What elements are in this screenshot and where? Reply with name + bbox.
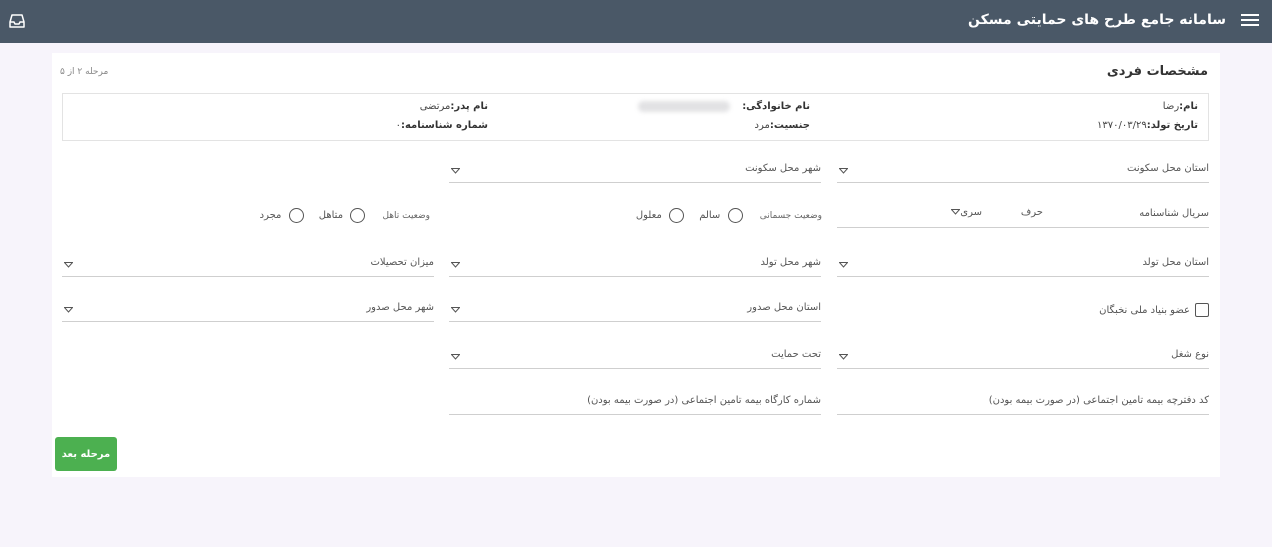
- birth-date-info: تاریخ تولد:۱۳۷۰/۰۳/۲۹: [1097, 120, 1198, 131]
- chevron-down-icon: [64, 307, 73, 313]
- issue-city-select[interactable]: شهر محل صدور: [62, 296, 434, 322]
- serial-series-select[interactable]: سری: [951, 207, 982, 218]
- next-step-button[interactable]: مرحله بعد: [55, 437, 117, 471]
- education-level-select[interactable]: میزان تحصیلات: [62, 251, 434, 277]
- redacted-last-name: [638, 101, 730, 112]
- id-number-info: شماره شناسنامه:۰: [395, 120, 488, 131]
- step-indicator: مرحله ۲ از ۵: [60, 67, 109, 77]
- personal-info-card: [52, 53, 1220, 477]
- chevron-down-icon: [839, 354, 848, 360]
- inbox-icon[interactable]: [8, 12, 26, 30]
- serial-letter-input[interactable]: حرف: [1020, 207, 1043, 218]
- chevron-down-icon: [451, 262, 460, 268]
- elite-member-checkbox[interactable]: عضو بنیاد ملی نخبگان: [1092, 303, 1209, 321]
- last-name-info: نام خانوادگی:: [742, 101, 810, 112]
- chevron-down-icon: [64, 262, 73, 268]
- radio-single[interactable]: [289, 208, 304, 223]
- chevron-down-icon: [451, 354, 460, 360]
- id-serial-field[interactable]: سریال شناسنامه حرف سری: [837, 198, 1209, 228]
- residence-province-select[interactable]: استان محل سکونت: [837, 157, 1209, 183]
- chevron-down-icon: [951, 209, 960, 215]
- chevron-down-icon: [839, 262, 848, 268]
- issue-province-select[interactable]: استان محل صدور: [449, 296, 821, 322]
- page-title: مشخصات فردی: [1106, 64, 1208, 79]
- radio-disabled[interactable]: [669, 208, 684, 223]
- workshop-number-input[interactable]: شماره کارگاه بیمه تامین اجتماعی (در صورت بیمه بودن): [449, 389, 821, 415]
- chevron-down-icon: [451, 307, 460, 313]
- first-name-info: نام:رضا: [1162, 101, 1198, 112]
- father-name-info: نام پدر:مرتضی: [419, 101, 488, 112]
- info-summary: [62, 93, 1209, 141]
- radio-healthy[interactable]: [728, 208, 743, 223]
- marital-status-radio: وضعیت تاهل متاهل مجرد: [259, 210, 430, 221]
- job-type-select[interactable]: نوع شغل: [837, 343, 1209, 369]
- insurance-code-input[interactable]: کد دفترچه بیمه تامین اجتماعی (در صورت بیمه بودن): [837, 389, 1209, 415]
- residence-city-select[interactable]: شهر محل سکونت: [449, 157, 821, 183]
- chevron-down-icon: [451, 168, 460, 174]
- physical-status-radio: وضعیت جسمانی سالم معلول: [635, 210, 822, 221]
- radio-married[interactable]: [350, 208, 365, 223]
- under-support-select[interactable]: تحت حمایت: [449, 343, 821, 369]
- gender-info: جنسیت:مرد: [754, 120, 810, 131]
- hamburger-icon[interactable]: [1240, 11, 1260, 31]
- birth-city-select[interactable]: شهر محل تولد: [449, 251, 821, 277]
- app-title: سامانه جامع طرح های حمایتی مسکن: [968, 12, 1226, 28]
- top-bar: [0, 0, 1272, 43]
- checkbox-box[interactable]: [1195, 303, 1209, 317]
- birth-province-select[interactable]: استان محل تولد: [837, 251, 1209, 277]
- chevron-down-icon: [839, 168, 848, 174]
